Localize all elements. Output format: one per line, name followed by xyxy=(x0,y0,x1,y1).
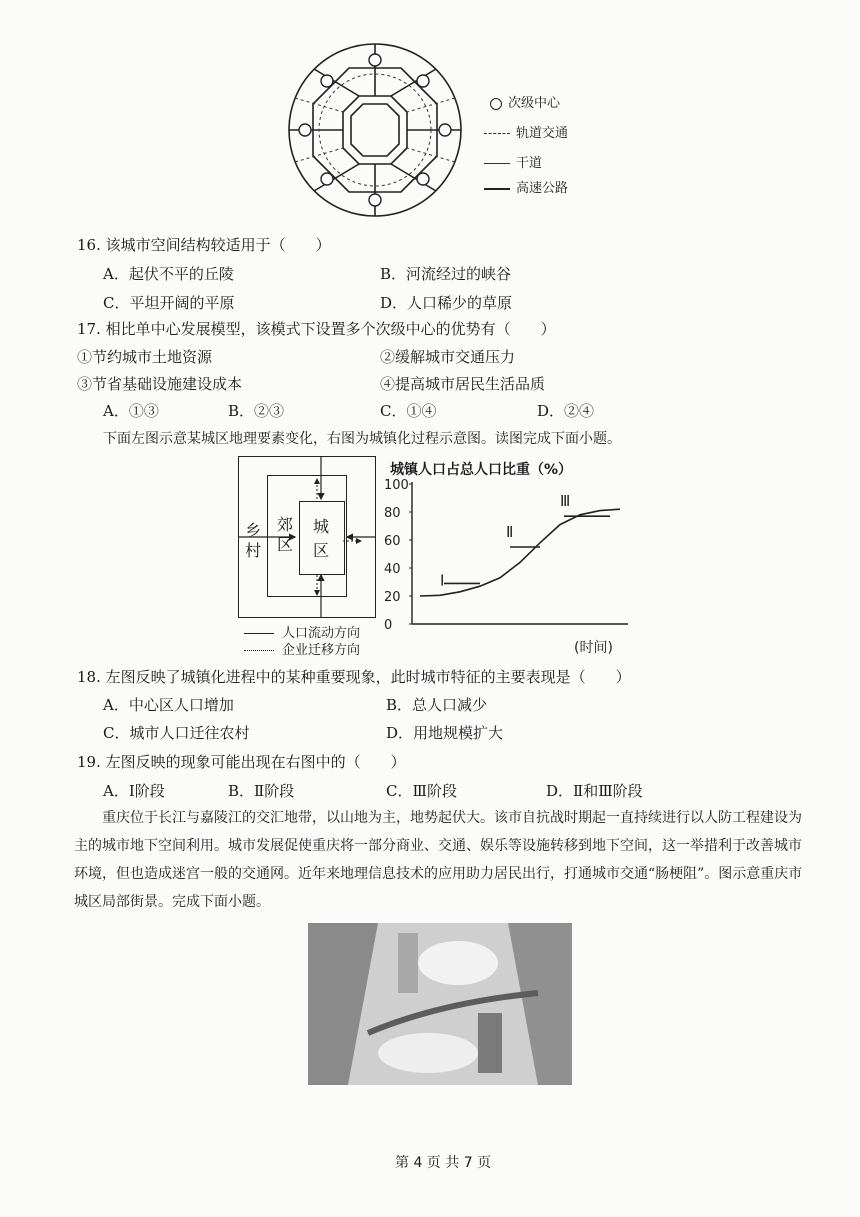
q19-option-c[interactable]: C．Ⅲ阶段 xyxy=(386,782,457,800)
q16-option-b[interactable]: B．河流经过的峡谷 xyxy=(380,265,512,283)
y-tick-label: 80 xyxy=(384,506,401,521)
q17-statement-2: ②缓解城市交通压力 xyxy=(380,348,516,366)
q16-option-d[interactable]: D．人口稀少的草原 xyxy=(380,294,513,312)
q19-option-a[interactable]: A．Ⅰ阶段 xyxy=(103,782,165,800)
q16-option-a[interactable]: A．起伏不平的丘陵 xyxy=(103,265,234,283)
urbanization-chart xyxy=(378,476,640,662)
x-axis-label: (时间) xyxy=(574,640,613,656)
q18-option-a[interactable]: A．中心区人口增加 xyxy=(103,696,234,714)
legend-subcenter: 次级中心 xyxy=(490,92,560,111)
subcenter-s xyxy=(369,194,381,206)
chongqing-paragraph: 重庆位于长江与嘉陵江的交汇地带，以山地为主，地势起伏大。该市自抗战时期起一直持续进行以人防工程建设为主的城市地下空间利用。城市发展促使重庆将一部分商业、交通、娱乐等设施转移到地下空间，这一举措利于改善城市环境，但也造成迷宫一般的交通网。近年来地理信息技术的应用助力居民出行，打通城市交通“肠梗阻”。图示意重庆市城区局部街景。完成下面小题。 xyxy=(74,810,803,910)
legend-population-flow: 人口流动方向 xyxy=(244,622,360,641)
q18-option-c[interactable]: C．城市人口迁往农村 xyxy=(103,724,250,742)
q16-stem: 16. 该城市空间结构较适用于（ ） xyxy=(77,236,331,254)
q18-stem: 18. 左图反映了城镇化进程中的某种重要现象，此时城市特征的主要表现是（ ） xyxy=(77,668,631,686)
page-footer: 第 4 页 共 7 页 xyxy=(395,1155,492,1171)
q19-option-d[interactable]: D．Ⅱ和Ⅲ阶段 xyxy=(546,782,643,800)
y-tick-label: 60 xyxy=(384,534,401,549)
stage-label-2: Ⅱ xyxy=(506,523,514,541)
urban-label: 城 区 xyxy=(313,517,330,560)
q17-option-d[interactable]: D．②④ xyxy=(537,402,595,420)
subcenter-n xyxy=(369,54,381,66)
rural-label: 乡 村 xyxy=(245,521,262,560)
city-structure-diagram xyxy=(285,38,465,223)
q17-option-a[interactable]: A．①③ xyxy=(103,402,159,420)
q17-stem: 17. 相比单中心发展模型，该模式下设置多个次级中心的优势有（ ） xyxy=(77,320,556,338)
q17-option-b[interactable]: B．②③ xyxy=(228,402,285,420)
legend-enterprise-migration: 企业迁移方向 xyxy=(244,639,360,658)
legend-rail: 轨道交通 xyxy=(484,122,568,141)
stage-label-1: Ⅰ xyxy=(440,571,445,590)
y-tick-label: 0 xyxy=(384,618,393,633)
q18-option-d[interactable]: D．用地规模扩大 xyxy=(386,724,504,742)
flow-arrows xyxy=(239,457,375,617)
legend-arterial: 干道 xyxy=(484,152,542,171)
q19-stem: 19. 左图反映的现象可能出现在右图中的（ ） xyxy=(77,753,406,771)
stage-label-3: Ⅲ xyxy=(560,492,571,511)
q17-option-c[interactable]: C．①④ xyxy=(380,402,437,420)
y-tick-label: 40 xyxy=(384,562,401,577)
q18-option-b[interactable]: B．总人口减少 xyxy=(386,696,488,714)
suburb-label: 郊 区 xyxy=(277,515,294,554)
street-photo-image xyxy=(308,923,572,1085)
y-tick-label: 20 xyxy=(384,590,401,605)
subcenter-w xyxy=(299,124,311,136)
legend-highway: 高速公路 xyxy=(484,177,568,196)
q17-statement-4: ④提高城市居民生活品质 xyxy=(380,375,546,393)
street-photo xyxy=(308,923,572,1085)
q16-option-c[interactable]: C．平坦开阔的平原 xyxy=(103,294,235,312)
urban-zones-diagram xyxy=(238,456,376,618)
y-tick-label: 100 xyxy=(384,478,409,493)
q17-statement-1: ①节约城市土地资源 xyxy=(77,348,213,366)
q17-statement-3: ③节省基础设施建设成本 xyxy=(77,375,243,393)
q19-option-b[interactable]: B．Ⅱ阶段 xyxy=(228,782,295,800)
subcenter-e xyxy=(439,124,451,136)
intro-urbanization: 下面左图示意某城区地理要素变化，右图为城镇化过程示意图。读图完成下面小题。 xyxy=(103,431,621,447)
chart-title: 城镇人口占总人口比重（%） xyxy=(390,462,573,478)
